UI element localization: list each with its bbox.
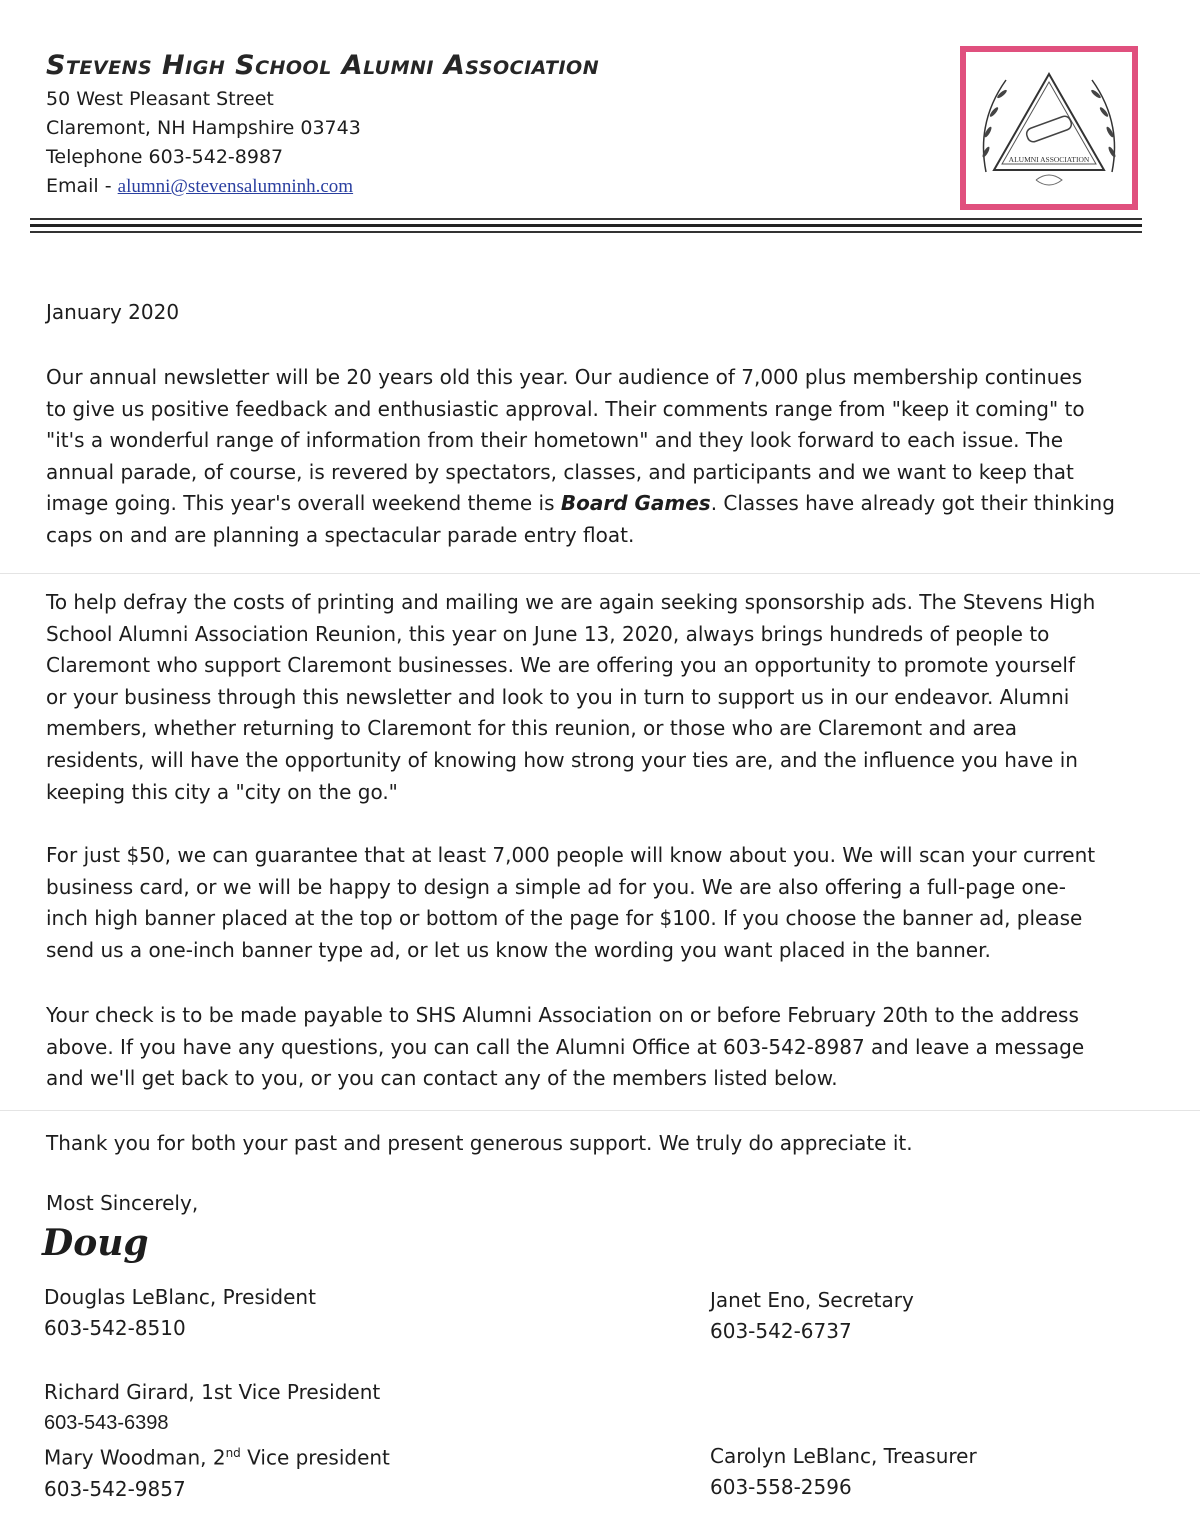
text-line: Claremont who support Claremont businesses. We are offering you an opportunity to promote yourself xyxy=(46,653,1076,678)
scan-artifact-line xyxy=(0,573,1200,574)
email-label: Email - xyxy=(46,175,118,197)
text-line: annual parade, of course, is revered by spectators, classes, and participants and we want to keep that xyxy=(46,459,1074,484)
officer-president xyxy=(44,1282,316,1344)
signature: Doug xyxy=(42,1222,149,1264)
paragraph-2 xyxy=(46,587,1176,808)
text-line: to give us positive feedback and enthusiastic approval. Their comments range from "keep it coming" to xyxy=(46,396,1085,421)
text-line: "it's a wonderful range of information from their hometown" and they look forward to each issue. The xyxy=(46,428,1064,453)
alumni-logo xyxy=(960,46,1138,210)
officer-name: Douglas LeBlanc, President xyxy=(44,1285,316,1309)
paragraph-1 xyxy=(46,362,1176,552)
text-line: above. If you have any questions, you can call the Alumni Office at 603-542-8987 and leave a message xyxy=(46,1034,1085,1059)
officer-treasurer xyxy=(710,1441,977,1503)
text-line: Our annual newsletter will be 20 years old this year. Our audience of 7,000 plus membership continues xyxy=(46,365,1083,389)
text-line: or your business through this newsletter and look to you in turn to support us in our endeavor. Alumni xyxy=(46,684,1070,709)
text-line: keeping this city a "city on the go." xyxy=(46,779,398,804)
name-part: Vice president xyxy=(240,1445,390,1470)
paragraph-3 xyxy=(46,840,1176,966)
paragraph-4 xyxy=(46,1000,1176,1095)
text-line: members, whether returning to Claremont for this reunion, or those who are Claremont and area xyxy=(46,716,1018,741)
header-divider xyxy=(30,224,1142,227)
text-line: Your check is to be made payable to SHS Alumni Association on or before February 20th to the address xyxy=(46,1003,1079,1027)
text-line: send us a one-inch banner type ad, or let us know the wording you want placed in the banner. xyxy=(46,937,991,962)
email-line xyxy=(46,175,353,198)
letter-date: January 2020 xyxy=(46,300,180,324)
scan-artifact-line xyxy=(0,1110,1200,1111)
officer-phone: 603-543-6398 xyxy=(44,1412,169,1434)
text-line: For just $50, we can guarantee that at least 7,000 people will know about you. We will scan your current xyxy=(46,843,1096,867)
text-line: inch high banner placed at the top or bottom of the page for $100. If you choose the banner ad, please xyxy=(46,906,1083,931)
officer-name xyxy=(44,1438,390,1474)
text-segment: image going. This year's overall weekend theme is xyxy=(46,491,561,516)
telephone: Telephone 603-542-8987 xyxy=(46,146,284,168)
text-line: residents, will have the opportunity of knowing how strong your ties are, and the influence you have in xyxy=(46,747,1078,772)
laurel-triangle-logo-icon xyxy=(966,52,1132,204)
officer-name: Richard Girard, 1st Vice President xyxy=(44,1380,381,1404)
officer-phone: 603-542-6737 xyxy=(710,1319,852,1343)
officer-name: Carolyn LeBlanc, Treasurer xyxy=(710,1444,977,1468)
text-line: and we'll get back to you, or you can contact any of the members listed below. xyxy=(46,1066,838,1091)
text-line: caps on and are planning a spectacular parade entry float. xyxy=(46,522,635,547)
closing: Most Sincerely, xyxy=(46,1191,199,1215)
text-line xyxy=(46,488,1176,520)
street-address: 50 West Pleasant Street xyxy=(46,88,274,110)
header-divider xyxy=(30,231,1142,233)
officer-second-vp xyxy=(44,1438,390,1505)
header-divider xyxy=(30,218,1142,220)
name-part: Mary Woodman, 2 xyxy=(44,1445,226,1470)
officer-name: Janet Eno, Secretary xyxy=(710,1288,914,1312)
officer-secretary xyxy=(710,1285,914,1347)
thanks-line: Thank you for both your past and present generous support. We truly do appreciate it. xyxy=(46,1131,913,1155)
svg-text:ALUMNI ASSOCIATION: ALUMNI ASSOCIATION xyxy=(1008,155,1090,164)
officer-first-vp xyxy=(44,1377,380,1439)
email-link[interactable]: alumni@stevensalumninh.com xyxy=(117,176,354,197)
text-segment: . Classes have already got their thinking xyxy=(710,491,1115,516)
officer-phone: 603-558-2596 xyxy=(710,1475,852,1499)
text-line: business card, or we will be happy to design a simple ad for you. We are also offering a full-page one- xyxy=(46,874,1066,899)
text-line: School Alumni Association Reunion, this year on June 13, 2020, always brings hundreds of people to xyxy=(46,621,1050,646)
text-line: To help defray the costs of printing and mailing we are again seeking sponsorship ads. The Stevens High xyxy=(46,590,1096,614)
officer-phone: 603-542-9857 xyxy=(44,1476,186,1501)
theme-name: Board Games xyxy=(560,491,711,516)
organization-name: Stevens High School Alumni Association xyxy=(46,50,600,81)
city-address: Claremont, NH Hampshire 03743 xyxy=(46,117,361,139)
officer-phone: 603-542-8510 xyxy=(44,1316,186,1340)
ordinal-suffix: nd xyxy=(225,1446,241,1460)
